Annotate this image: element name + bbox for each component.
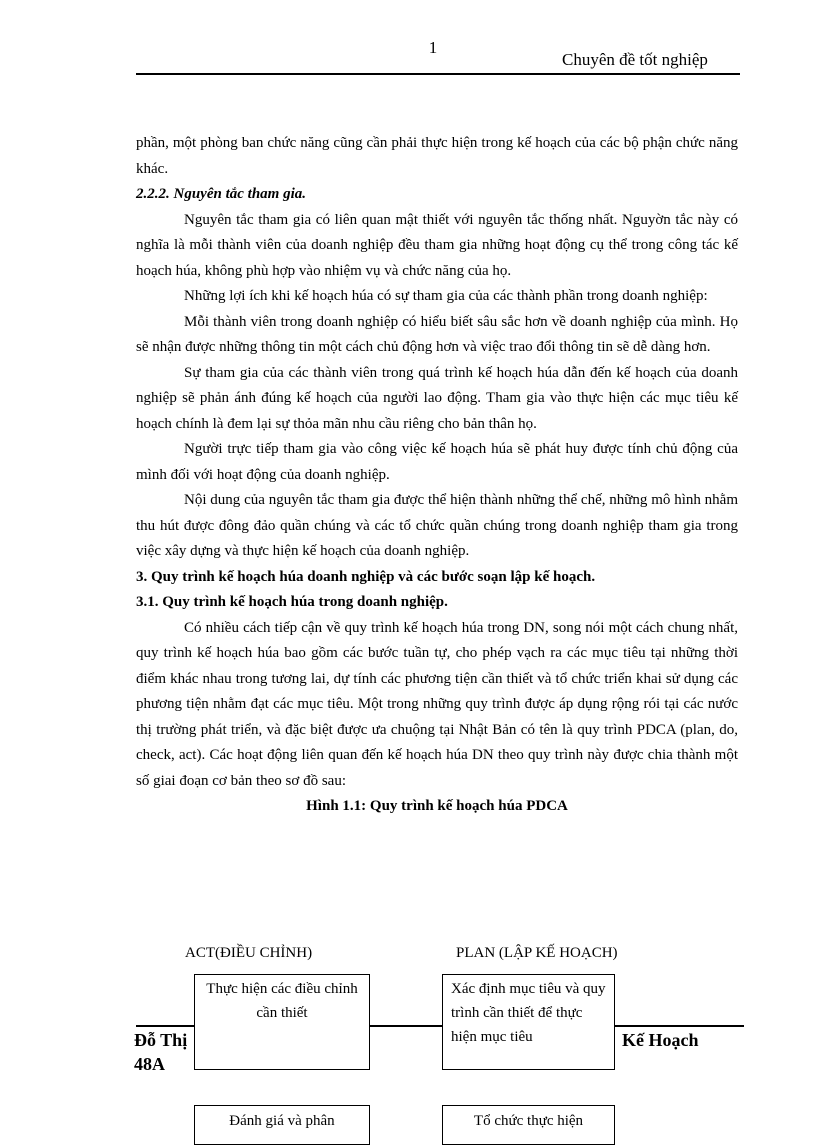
paragraph: Có nhiều cách tiếp cận về quy trình kế hoạch húa trong DN, song nói một cách chung nhất, quy trình kế hoạch húa bao gồm các bước tuần tự, cho phép vạch ra các mục tiêu tại những thời điểm khác nhau trong tương lai, dự tính các phương tiện cần thiết và tổ chức triển khai sử dụng các phương tiện nhằm đạt các mục tiêu. Một trong những quy trình được áp dụng rộng rói tại các nước thị trường phát triển, và đặc biệt được ưa chuộng tại Nhật Bản có tên là quy trình PDCA (plan, do, check, act). Các hoạt động liên quan đến kế hoạch húa DN theo quy trình này được chia thành một số giai đoạn cơ bản theo sơ đồ sau: bbox=[136, 619, 738, 789]
footer-right-text: Kế Hoạch bbox=[622, 1030, 699, 1050]
header-title: Chuyên đề tốt nghiệp bbox=[562, 50, 708, 69]
do-box bbox=[442, 1105, 615, 1145]
paragraph: Nội dung của nguyên tắc tham gia được thể hiện thành những thể chế, những mô hình nhằm thu hút được đông đảo quần chúng và các tổ chức quần chúng trong doanh nghiệp tham gia trong việc xây dựng và thực hiện kế hoạch của doanh nghiệp. bbox=[136, 492, 738, 559]
plan-box-text: Xác định mục tiêu và quy trình cần thiết để thực hiện mục tiêu bbox=[451, 981, 606, 1045]
paragraph: Nguyên tắc tham gia có liên quan mật thiết với nguyên tắc thống nhất. Nguyờn tắc này có nghĩa là mỗi thành viên của doanh nghiệp đều tham gia những hoạt động cụ thể trong công tác kế hoạch húa, không phù hợp vào nhiệm vụ và chức năng của họ. bbox=[136, 211, 738, 279]
act-box bbox=[194, 974, 370, 1070]
page-number: 1 bbox=[428, 38, 438, 57]
section-heading-3-1: 3.1. Quy trình kế hoạch húa trong doanh nghiệp. bbox=[136, 594, 448, 610]
do-box-text: Tổ chức thực hiện bbox=[473, 1113, 584, 1129]
act-label: ACT(ĐIỀU CHỈNH) bbox=[185, 945, 313, 961]
header-rule bbox=[136, 73, 740, 75]
footer-rule-left bbox=[136, 1025, 194, 1027]
plan-box bbox=[442, 974, 615, 1070]
footer-rule-middle bbox=[370, 1025, 442, 1027]
check-box-text: Đánh giá và phân bbox=[229, 1113, 335, 1129]
section-heading-2-2-2: 2.2.2. Nguyên tắc tham gia. bbox=[136, 186, 307, 202]
paragraph: phần, một phòng ban chức năng cũng cần phải thực hiện trong kế hoạch của các bộ phận chức năng khác. bbox=[136, 135, 738, 177]
footer-rule-right bbox=[614, 1025, 744, 1027]
footer-name-line1: Đỗ Thị bbox=[134, 1030, 188, 1050]
figure-caption: Hình 1.1: Quy trình kế hoạch húa PDCA bbox=[306, 798, 568, 814]
act-box-text: Thực hiện các điều chỉnh cần thiết bbox=[206, 981, 358, 1021]
paragraph: Những lợi ích khi kế hoạch húa có sự tham gia của các thành phần trong doanh nghiệp: bbox=[184, 288, 708, 304]
check-box bbox=[194, 1105, 370, 1145]
section-heading-3: 3. Quy trình kế hoạch húa doanh nghiệp và các bước soạn lập kế hoạch. bbox=[136, 568, 596, 585]
paragraph: Mỗi thành viên trong doanh nghiệp có hiểu biết sâu sắc hơn về doanh nghiệp của mình. Họ sẽ nhận được những thông tin một cách chủ động hơn và việc trao đổi thông tin sẽ dễ dàng hơn. bbox=[136, 313, 738, 355]
paragraph: Người trực tiếp tham gia vào công việc kế hoạch húa sẽ phát huy được tính chủ động của mình đối với hoạt động của doanh nghiệp. bbox=[136, 441, 738, 483]
plan-label: PLAN (LẬP KẾ HOẠCH) bbox=[456, 945, 618, 961]
footer-name-line2: 48A bbox=[134, 1054, 165, 1074]
document-body bbox=[136, 131, 738, 820]
paragraph: Sự tham gia của các thành viên trong quá trình kế hoạch húa dẫn đến kế hoạch của doanh nghiệp sẽ phản ánh đúng kế hoạch của người lao động. Tham gia vào thực hiện các mục tiêu kế hoạch chính là đem lại sự thỏa mãn nhu cầu riêng cho bản thân họ. bbox=[136, 364, 738, 432]
